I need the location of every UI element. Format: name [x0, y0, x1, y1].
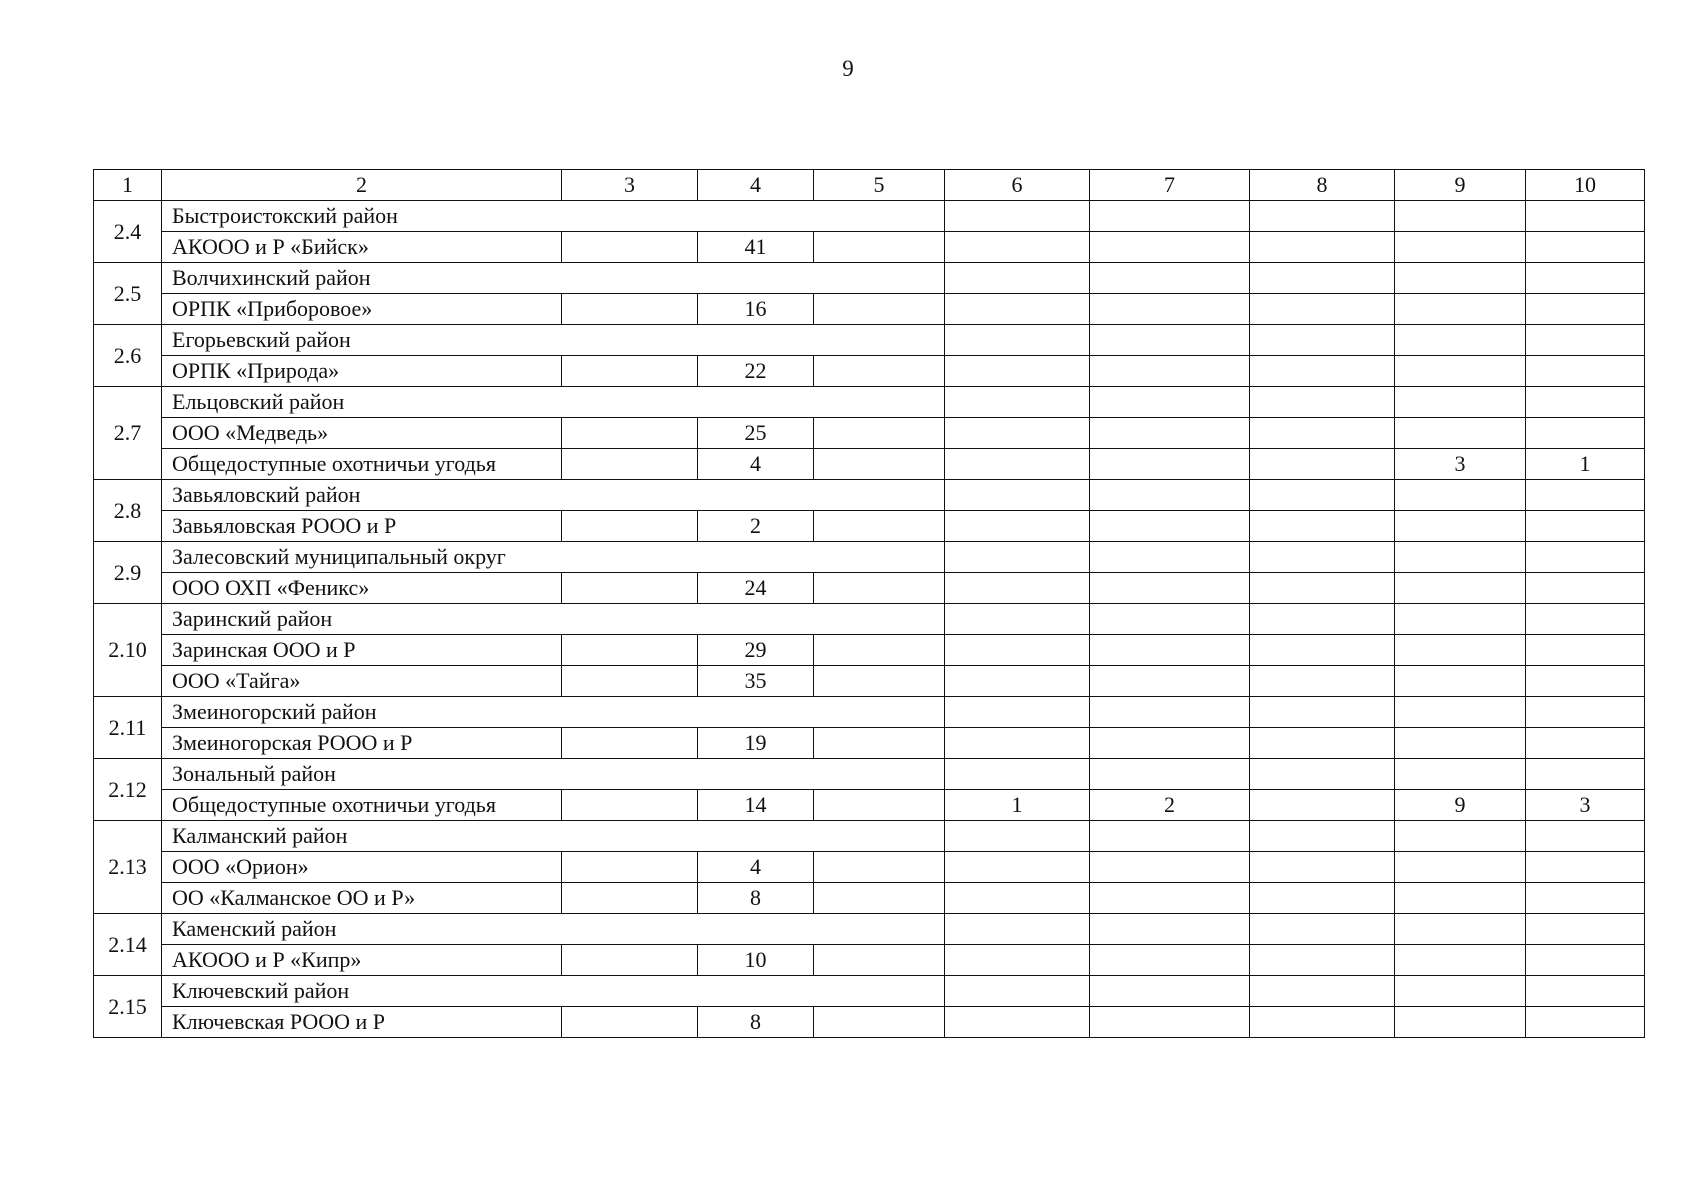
cell-col-8	[1250, 232, 1395, 263]
empty-cell	[1090, 325, 1250, 356]
cell-col-10	[1526, 728, 1645, 759]
group-number: 2.15	[94, 976, 162, 1038]
empty-cell	[1090, 697, 1250, 728]
cell-col-9	[1395, 573, 1526, 604]
cell-col-4: 4	[698, 449, 814, 480]
cell-col-4: 14	[698, 790, 814, 821]
cell-col-5	[814, 852, 945, 883]
cell-col-10	[1526, 1007, 1645, 1038]
group-number: 2.11	[94, 697, 162, 759]
cell-col-6	[945, 666, 1090, 697]
cell-col-10: 3	[1526, 790, 1645, 821]
group-title-row	[94, 201, 1645, 232]
cell-col-3	[562, 356, 698, 387]
organisation-name: Завьяловская РООО и Р	[162, 511, 562, 542]
organisation-name: ООО «Тайга»	[162, 666, 562, 697]
group-title-row	[94, 821, 1645, 852]
cell-col-4: 24	[698, 573, 814, 604]
cell-col-8	[1250, 1007, 1395, 1038]
empty-cell	[1250, 325, 1395, 356]
organisation-name: ОО «Калманское ОО и Р»	[162, 883, 562, 914]
cell-col-8	[1250, 945, 1395, 976]
empty-cell	[1250, 821, 1395, 852]
cell-col-6	[945, 728, 1090, 759]
cell-col-4: 19	[698, 728, 814, 759]
empty-cell	[1526, 387, 1645, 418]
empty-cell	[1526, 976, 1645, 1007]
cell-col-8	[1250, 511, 1395, 542]
cell-col-7	[1090, 666, 1250, 697]
group-number: 2.12	[94, 759, 162, 821]
cell-col-3	[562, 573, 698, 604]
group-number: 2.6	[94, 325, 162, 387]
cell-col-4: 25	[698, 418, 814, 449]
group-title-row	[94, 604, 1645, 635]
cell-col-5	[814, 573, 945, 604]
cell-col-9	[1395, 232, 1526, 263]
cell-col-9	[1395, 635, 1526, 666]
group-title-row	[94, 480, 1645, 511]
group-title-row	[94, 976, 1645, 1007]
cell-col-9: 3	[1395, 449, 1526, 480]
empty-cell	[1090, 480, 1250, 511]
cell-col-9	[1395, 728, 1526, 759]
cell-col-9	[1395, 294, 1526, 325]
cell-col-5	[814, 449, 945, 480]
cell-col-6	[945, 852, 1090, 883]
group-title-row	[94, 759, 1645, 790]
cell-col-10	[1526, 852, 1645, 883]
cell-col-10	[1526, 883, 1645, 914]
column-header-5: 5	[814, 170, 945, 201]
cell-col-7	[1090, 418, 1250, 449]
cell-col-9	[1395, 356, 1526, 387]
cell-col-7	[1090, 573, 1250, 604]
cell-col-7	[1090, 883, 1250, 914]
group-title: Егорьевский район	[162, 325, 945, 356]
empty-cell	[945, 542, 1090, 573]
cell-col-7	[1090, 232, 1250, 263]
cell-col-4: 41	[698, 232, 814, 263]
cell-col-3	[562, 852, 698, 883]
column-header-4: 4	[698, 170, 814, 201]
cell-col-4: 8	[698, 1007, 814, 1038]
column-header-6: 6	[945, 170, 1090, 201]
cell-col-4: 8	[698, 883, 814, 914]
cell-col-4: 29	[698, 635, 814, 666]
table-row	[94, 511, 1645, 542]
organisation-name: ООО ОХП «Феникс»	[162, 573, 562, 604]
empty-cell	[1090, 542, 1250, 573]
table-row	[94, 449, 1645, 480]
cell-col-6: 1	[945, 790, 1090, 821]
cell-col-7	[1090, 635, 1250, 666]
empty-cell	[1395, 697, 1526, 728]
cell-col-9: 9	[1395, 790, 1526, 821]
empty-cell	[1526, 604, 1645, 635]
group-title-row	[94, 263, 1645, 294]
empty-cell	[1395, 759, 1526, 790]
group-number: 2.8	[94, 480, 162, 542]
organisation-name: ОРПК «Приборовое»	[162, 294, 562, 325]
group-number: 2.4	[94, 201, 162, 263]
cell-col-3	[562, 945, 698, 976]
cell-col-3	[562, 511, 698, 542]
empty-cell	[1526, 201, 1645, 232]
group-title: Завьяловский район	[162, 480, 945, 511]
cell-col-3	[562, 418, 698, 449]
cell-col-8	[1250, 449, 1395, 480]
group-number: 2.9	[94, 542, 162, 604]
cell-col-6	[945, 356, 1090, 387]
group-number: 2.14	[94, 914, 162, 976]
cell-col-10: 1	[1526, 449, 1645, 480]
column-header-8: 8	[1250, 170, 1395, 201]
column-header-9: 9	[1395, 170, 1526, 201]
table-row	[94, 666, 1645, 697]
cell-col-10	[1526, 511, 1645, 542]
cell-col-3	[562, 666, 698, 697]
cell-col-6	[945, 1007, 1090, 1038]
group-title-row	[94, 542, 1645, 573]
cell-col-8	[1250, 728, 1395, 759]
cell-col-5	[814, 418, 945, 449]
cell-col-4: 2	[698, 511, 814, 542]
cell-col-3	[562, 790, 698, 821]
cell-col-5	[814, 883, 945, 914]
cell-col-3	[562, 232, 698, 263]
cell-col-9	[1395, 666, 1526, 697]
empty-cell	[1250, 976, 1395, 1007]
empty-cell	[1250, 387, 1395, 418]
column-header-1: 1	[94, 170, 162, 201]
empty-cell	[1526, 821, 1645, 852]
empty-cell	[1250, 697, 1395, 728]
table-row	[94, 573, 1645, 604]
cell-col-5	[814, 790, 945, 821]
cell-col-7: 2	[1090, 790, 1250, 821]
empty-cell	[1395, 201, 1526, 232]
cell-col-6	[945, 449, 1090, 480]
empty-cell	[945, 914, 1090, 945]
group-title: Заринский район	[162, 604, 945, 635]
group-title: Ельцовский район	[162, 387, 945, 418]
empty-cell	[1090, 759, 1250, 790]
cell-col-10	[1526, 356, 1645, 387]
group-number: 2.7	[94, 387, 162, 480]
table-row	[94, 728, 1645, 759]
empty-cell	[1395, 263, 1526, 294]
empty-cell	[1526, 914, 1645, 945]
cell-col-9	[1395, 852, 1526, 883]
organisation-name: АКООО и Р «Бийск»	[162, 232, 562, 263]
cell-col-6	[945, 511, 1090, 542]
empty-cell	[1395, 387, 1526, 418]
empty-cell	[1526, 697, 1645, 728]
cell-col-7	[1090, 945, 1250, 976]
table-row	[94, 852, 1645, 883]
cell-col-5	[814, 232, 945, 263]
cell-col-8	[1250, 635, 1395, 666]
group-number: 2.13	[94, 821, 162, 914]
table-row	[94, 883, 1645, 914]
cell-col-10	[1526, 232, 1645, 263]
cell-col-4: 4	[698, 852, 814, 883]
empty-cell	[1526, 325, 1645, 356]
cell-col-10	[1526, 573, 1645, 604]
cell-col-3	[562, 635, 698, 666]
column-header-3: 3	[562, 170, 698, 201]
empty-cell	[1395, 914, 1526, 945]
cell-col-5	[814, 1007, 945, 1038]
organisation-name: АКООО и Р «Кипр»	[162, 945, 562, 976]
empty-cell	[945, 387, 1090, 418]
table-row	[94, 945, 1645, 976]
cell-col-5	[814, 511, 945, 542]
group-title: Зональный район	[162, 759, 945, 790]
organisation-name: Ключевская РООО и Р	[162, 1007, 562, 1038]
group-title-row	[94, 914, 1645, 945]
cell-col-5	[814, 356, 945, 387]
cell-col-9	[1395, 418, 1526, 449]
group-title: Каменский район	[162, 914, 945, 945]
table-header	[94, 170, 1645, 201]
empty-cell	[1250, 914, 1395, 945]
organisation-name: Общедоступные охотничьи угодья	[162, 790, 562, 821]
column-header-2: 2	[162, 170, 562, 201]
empty-cell	[945, 201, 1090, 232]
empty-cell	[1526, 263, 1645, 294]
cell-col-3	[562, 449, 698, 480]
cell-col-4: 35	[698, 666, 814, 697]
empty-cell	[945, 604, 1090, 635]
empty-cell	[1090, 201, 1250, 232]
cell-col-8	[1250, 790, 1395, 821]
organisation-name: Заринская ООО и Р	[162, 635, 562, 666]
empty-cell	[1090, 263, 1250, 294]
empty-cell	[1250, 604, 1395, 635]
empty-cell	[945, 263, 1090, 294]
group-title-row	[94, 387, 1645, 418]
empty-cell	[1090, 387, 1250, 418]
empty-cell	[945, 976, 1090, 1007]
cell-col-5	[814, 294, 945, 325]
cell-col-7	[1090, 294, 1250, 325]
organisation-name: ОРПК «Природа»	[162, 356, 562, 387]
table-row	[94, 1007, 1645, 1038]
cell-col-7	[1090, 852, 1250, 883]
organisation-name: Змеиногорская РООО и Р	[162, 728, 562, 759]
cell-col-5	[814, 728, 945, 759]
empty-cell	[1395, 325, 1526, 356]
cell-col-7	[1090, 728, 1250, 759]
table-body	[94, 201, 1645, 1038]
cell-col-3	[562, 294, 698, 325]
cell-col-6	[945, 945, 1090, 976]
cell-col-6	[945, 294, 1090, 325]
cell-col-8	[1250, 883, 1395, 914]
cell-col-10	[1526, 418, 1645, 449]
empty-cell	[1395, 976, 1526, 1007]
empty-cell	[945, 480, 1090, 511]
group-title-row	[94, 325, 1645, 356]
header-row	[94, 170, 1645, 201]
empty-cell	[1250, 263, 1395, 294]
cell-col-9	[1395, 883, 1526, 914]
cell-col-3	[562, 1007, 698, 1038]
cell-col-10	[1526, 294, 1645, 325]
table-row	[94, 635, 1645, 666]
cell-col-9	[1395, 945, 1526, 976]
empty-cell	[1090, 914, 1250, 945]
cell-col-6	[945, 573, 1090, 604]
cell-col-7	[1090, 1007, 1250, 1038]
cell-col-7	[1090, 449, 1250, 480]
empty-cell	[1090, 604, 1250, 635]
organisation-name: ООО «Медведь»	[162, 418, 562, 449]
empty-cell	[1250, 480, 1395, 511]
empty-cell	[1090, 976, 1250, 1007]
empty-cell	[1526, 759, 1645, 790]
table-row	[94, 418, 1645, 449]
column-header-7: 7	[1090, 170, 1250, 201]
cell-col-5	[814, 635, 945, 666]
cell-col-6	[945, 418, 1090, 449]
group-title: Залесовский муниципальный округ	[162, 542, 945, 573]
cell-col-3	[562, 883, 698, 914]
group-title-row	[94, 697, 1645, 728]
empty-cell	[1526, 480, 1645, 511]
cell-col-3	[562, 728, 698, 759]
cell-col-6	[945, 232, 1090, 263]
organisation-name: ООО «Орион»	[162, 852, 562, 883]
group-title: Быстроистокский район	[162, 201, 945, 232]
table-row	[94, 294, 1645, 325]
cell-col-6	[945, 883, 1090, 914]
empty-cell	[945, 325, 1090, 356]
cell-col-7	[1090, 511, 1250, 542]
table-row	[94, 356, 1645, 387]
cell-col-4: 10	[698, 945, 814, 976]
empty-cell	[1250, 759, 1395, 790]
cell-col-8	[1250, 852, 1395, 883]
empty-cell	[945, 821, 1090, 852]
cell-col-9	[1395, 511, 1526, 542]
table-row	[94, 790, 1645, 821]
empty-cell	[1526, 542, 1645, 573]
empty-cell	[1395, 542, 1526, 573]
cell-col-6	[945, 635, 1090, 666]
cell-col-5	[814, 666, 945, 697]
cell-col-7	[1090, 356, 1250, 387]
cell-col-8	[1250, 356, 1395, 387]
empty-cell	[1395, 480, 1526, 511]
group-title: Ключевский район	[162, 976, 945, 1007]
cell-col-5	[814, 945, 945, 976]
page-number: 9	[842, 56, 854, 81]
empty-cell	[945, 697, 1090, 728]
cell-col-9	[1395, 1007, 1526, 1038]
group-title: Калманский район	[162, 821, 945, 852]
data-table	[93, 169, 1645, 1038]
group-title: Змеиногорский район	[162, 697, 945, 728]
group-title: Волчихинский район	[162, 263, 945, 294]
table-row	[94, 232, 1645, 263]
empty-cell	[1395, 821, 1526, 852]
group-number: 2.5	[94, 263, 162, 325]
organisation-name: Общедоступные охотничьи угодья	[162, 449, 562, 480]
cell-col-4: 22	[698, 356, 814, 387]
empty-cell	[1090, 821, 1250, 852]
empty-cell	[1250, 201, 1395, 232]
cell-col-10	[1526, 945, 1645, 976]
group-number: 2.10	[94, 604, 162, 697]
empty-cell	[1250, 542, 1395, 573]
cell-col-10	[1526, 666, 1645, 697]
cell-col-8	[1250, 573, 1395, 604]
empty-cell	[1395, 604, 1526, 635]
cell-col-8	[1250, 666, 1395, 697]
column-header-10: 10	[1526, 170, 1645, 201]
empty-cell	[945, 759, 1090, 790]
cell-col-10	[1526, 635, 1645, 666]
cell-col-8	[1250, 418, 1395, 449]
cell-col-8	[1250, 294, 1395, 325]
cell-col-4: 16	[698, 294, 814, 325]
